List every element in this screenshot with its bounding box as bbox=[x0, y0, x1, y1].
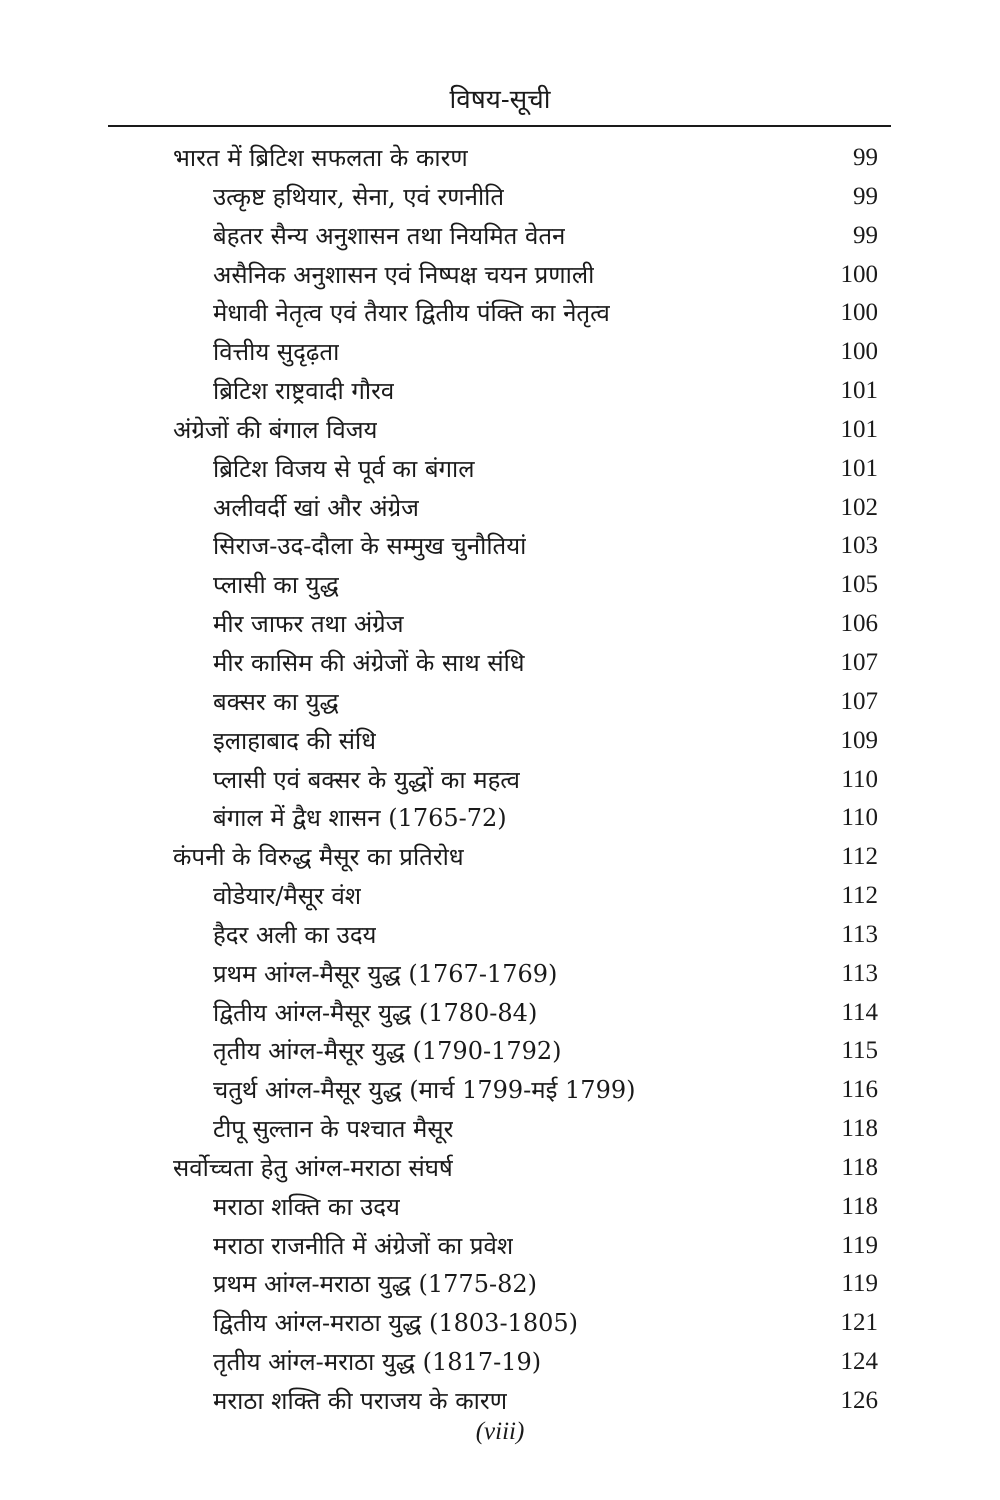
toc-subsection-entry bbox=[0, 1265, 1000, 1304]
toc-page-number: 112 bbox=[841, 843, 878, 871]
toc-page-number: 103 bbox=[840, 532, 878, 560]
header-rule bbox=[108, 125, 891, 127]
toc-section-entry bbox=[0, 838, 1000, 877]
toc-page-number: 100 bbox=[840, 260, 878, 288]
toc-entry-title: मीर कासिम की अंग्रेजों के साथ संधि bbox=[213, 648, 525, 677]
toc-entry-title: अलीवर्दी खां और अंग्रेज bbox=[213, 493, 419, 522]
toc-entry-title: मराठा शक्ति का उदय bbox=[213, 1192, 400, 1221]
toc-subsection-entry bbox=[0, 1032, 1000, 1071]
toc-subsection-entry bbox=[0, 527, 1000, 566]
toc-page-number: 101 bbox=[840, 415, 878, 443]
toc-page-number: 113 bbox=[841, 959, 878, 987]
toc-page-number: 107 bbox=[840, 687, 878, 715]
toc-page-number: 107 bbox=[840, 648, 878, 676]
toc-subsection-entry bbox=[0, 644, 1000, 683]
toc-page-number: 101 bbox=[840, 377, 878, 405]
toc-entry-title: असैनिक अनुशासन एवं निष्पक्ष चयन प्रणाली bbox=[213, 260, 595, 289]
toc-page-number: 99 bbox=[853, 182, 878, 210]
toc-page-number: 99 bbox=[853, 221, 878, 249]
toc-subsection-entry bbox=[0, 217, 1000, 256]
toc-page-number: 124 bbox=[840, 1348, 878, 1376]
toc-page-number: 119 bbox=[841, 1231, 878, 1259]
toc-entry-title: ब्रिटिश विजय से पूर्व का बंगाल bbox=[213, 454, 475, 483]
toc-page-number: 116 bbox=[841, 1076, 878, 1104]
toc-page-number: 118 bbox=[841, 1153, 878, 1181]
toc-subsection-entry bbox=[0, 1227, 1000, 1266]
toc-entry-title: भारत में ब्रिटिश सफलता के कारण bbox=[173, 144, 468, 172]
toc-page-number: 100 bbox=[840, 299, 878, 327]
toc-entry-title: मेधावी नेतृत्व एवं तैयार द्वितीय पंक्ति का नेतृत्व bbox=[213, 299, 610, 328]
toc-subsection-entry bbox=[0, 605, 1000, 644]
toc-subsection-entry bbox=[0, 178, 1000, 217]
table-of-contents bbox=[0, 139, 1000, 1421]
toc-page-number: 119 bbox=[841, 1270, 878, 1298]
toc-page-number: 126 bbox=[840, 1387, 878, 1414]
toc-entry-title: मीर जाफर तथा अंग्रेज bbox=[213, 610, 404, 639]
toc-entry-title: बंगाल में द्वैध शासन (1765-72) bbox=[213, 804, 507, 833]
toc-entry-title: उत्कृष्ट हथियार, सेना, एवं रणनीति bbox=[213, 182, 505, 211]
toc-subsection-entry bbox=[0, 450, 1000, 489]
toc-page-number: 102 bbox=[840, 493, 878, 521]
toc-subsection-entry bbox=[0, 1188, 1000, 1227]
toc-entry-title: वोडेयार/मैसूर वंश bbox=[213, 882, 362, 911]
toc-entry-title: अंग्रेजों की बंगाल विजय bbox=[173, 415, 378, 444]
toc-page-number: 99 bbox=[853, 144, 878, 171]
toc-entry-title: तृतीय आंग्ल-मराठा युद्ध (1817-19) bbox=[213, 1348, 542, 1377]
toc-subsection-entry bbox=[0, 1343, 1000, 1382]
toc-subsection-entry bbox=[0, 683, 1000, 722]
toc-subsection-entry bbox=[0, 1304, 1000, 1343]
toc-subsection-entry bbox=[0, 877, 1000, 916]
toc-entry-title: मराठा शक्ति की पराजय के कारण bbox=[213, 1387, 508, 1415]
toc-subsection-entry bbox=[0, 256, 1000, 295]
toc-page-number: 109 bbox=[840, 726, 878, 754]
toc-subsection-entry bbox=[0, 761, 1000, 800]
toc-entry-title: मराठा राजनीति में अंग्रेजों का प्रवेश bbox=[213, 1231, 514, 1260]
toc-entry-title: द्वितीय आंग्ल-मैसूर युद्ध (1780-84) bbox=[213, 998, 538, 1027]
toc-section-entry bbox=[0, 1149, 1000, 1188]
toc-entry-title: ब्रिटिश राष्ट्रवादी गौरव bbox=[213, 377, 395, 406]
toc-page-number: 110 bbox=[841, 765, 878, 793]
toc-entry-title: चतुर्थ आंग्ल-मैसूर युद्ध (मार्च 1799-मई 1799) bbox=[213, 1076, 636, 1105]
toc-subsection-entry bbox=[0, 994, 1000, 1033]
toc-entry-title: प्रथम आंग्ल-मैसूर युद्ध (1767-1769) bbox=[213, 959, 558, 988]
toc-entry-title: सिराज-उद-दौला के सम्मुख चुनौतियां bbox=[213, 532, 527, 561]
toc-subsection-entry bbox=[0, 294, 1000, 333]
toc-entry-title: प्रथम आंग्ल-मराठा युद्ध (1775-82) bbox=[213, 1270, 537, 1299]
toc-entry-title: प्लासी का युद्ध bbox=[213, 571, 339, 600]
toc-section-entry bbox=[0, 139, 1000, 178]
toc-entry-title: सर्वोच्चता हेतु आंग्ल-मराठा संघर्ष bbox=[173, 1153, 453, 1182]
toc-page-number: 110 bbox=[841, 804, 878, 832]
toc-page-number: 121 bbox=[840, 1309, 878, 1337]
toc-page-number: 113 bbox=[841, 920, 878, 948]
toc-section-entry bbox=[0, 411, 1000, 450]
toc-page-number: 100 bbox=[840, 338, 878, 366]
toc-entry-title: बक्सर का युद्ध bbox=[213, 687, 339, 716]
toc-subsection-entry bbox=[0, 799, 1000, 838]
toc-subsection-entry bbox=[0, 722, 1000, 761]
toc-entry-title: वित्तीय सुदृढ़ता bbox=[213, 338, 340, 367]
toc-page-number: 118 bbox=[841, 1192, 878, 1220]
toc-page-number: 106 bbox=[840, 610, 878, 638]
toc-page-number: 114 bbox=[841, 998, 878, 1026]
toc-page-number: 101 bbox=[840, 454, 878, 482]
toc-entry-title: हैदर अली का उदय bbox=[213, 920, 377, 949]
toc-entry-title: कंपनी के विरुद्ध मैसूर का प्रतिरोध bbox=[173, 843, 464, 872]
toc-subsection-entry bbox=[0, 333, 1000, 372]
page-folio: (viii) bbox=[475, 1418, 525, 1445]
toc-entry-title: इलाहाबाद की संधि bbox=[213, 726, 377, 755]
toc-entry-title: प्लासी एवं बक्सर के युद्धों का महत्व bbox=[213, 765, 521, 794]
toc-page-number: 105 bbox=[840, 571, 878, 599]
toc-entry-title: तृतीय आंग्ल-मैसूर युद्ध (1790-1792) bbox=[213, 1037, 562, 1066]
toc-entry-title: टीपू सुल्तान के पश्चात मैसूर bbox=[213, 1115, 454, 1144]
page-title: विषय-सूची bbox=[449, 85, 551, 115]
toc-subsection-entry bbox=[0, 955, 1000, 994]
toc-page-number: 112 bbox=[841, 882, 878, 910]
toc-subsection-entry bbox=[0, 566, 1000, 605]
toc-subsection-entry bbox=[0, 916, 1000, 955]
toc-subsection-entry bbox=[0, 1110, 1000, 1149]
toc-entry-title: बेहतर सैन्य अनुशासन तथा नियमित वेतन bbox=[213, 221, 566, 250]
toc-subsection-entry bbox=[0, 489, 1000, 528]
toc-subsection-entry bbox=[0, 372, 1000, 411]
toc-subsection-entry bbox=[0, 1071, 1000, 1110]
toc-page-number: 118 bbox=[841, 1115, 878, 1143]
toc-page-number: 115 bbox=[841, 1037, 878, 1065]
toc-entry-title: द्वितीय आंग्ल-मराठा युद्ध (1803-1805) bbox=[213, 1309, 579, 1338]
